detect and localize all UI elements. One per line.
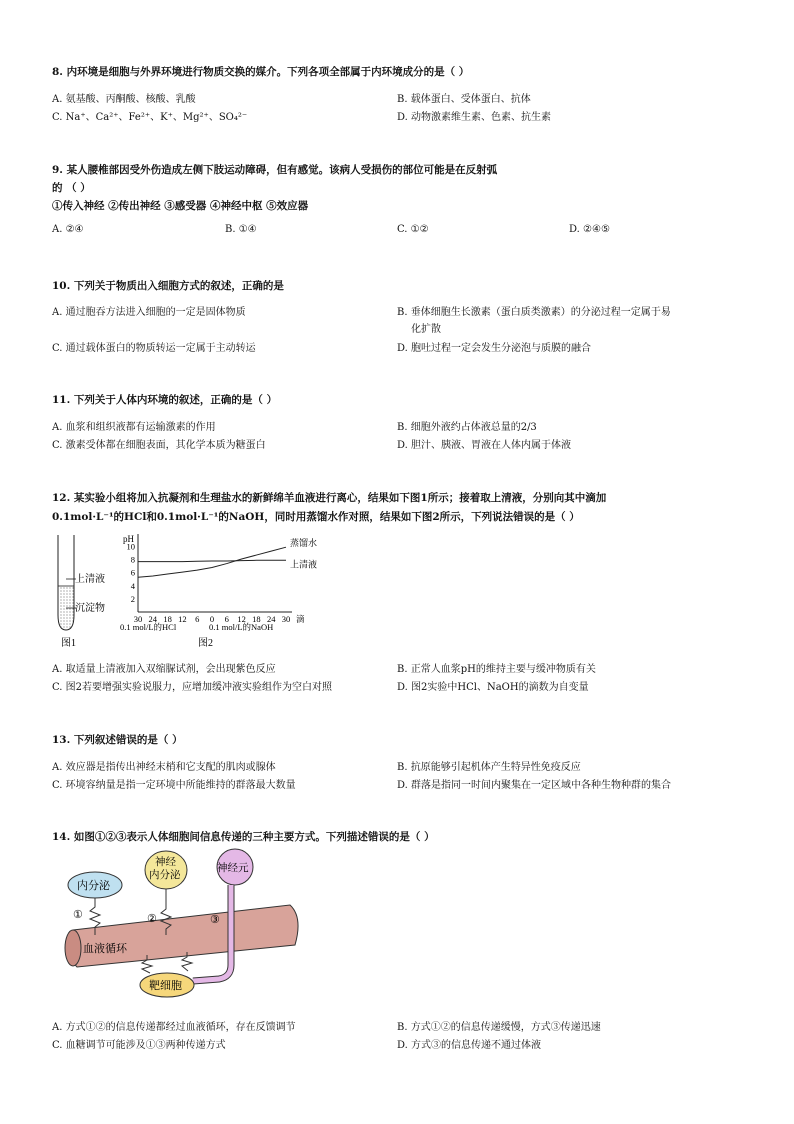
- q14-stem: 14. 如图①②③表示人体细胞间信息传递的三种主要方式。下列描述错误的是（ ）: [52, 831, 435, 843]
- series-line-1: [138, 547, 286, 577]
- q10-option-a: A. 通过胞吞方法进入细胞的一定是固体物质: [52, 307, 246, 318]
- y-axis-label: pH: [123, 534, 134, 544]
- label-route-1: ①: [73, 909, 83, 921]
- fig1-label-sediment: 沉淀物: [75, 603, 105, 614]
- series-label-1: 蒸馏水: [290, 538, 318, 549]
- x-tick-label: 12: [237, 614, 246, 624]
- q11-stem: 11. 下列关于人体内环境的叙述，正确的是（ ）: [52, 394, 278, 406]
- y-tick-label: 4: [130, 580, 135, 591]
- x-left-label: 0.1 mol/L的HCl: [120, 622, 177, 632]
- x-tick-label: 6: [195, 614, 200, 624]
- q13-option-c: C. 环境容纳量是指一定环境中所能维持的群落最大数量: [52, 780, 296, 791]
- q14-option-a: A. 方式①②的信息传递都经过血液循环，存在反馈调节: [52, 1022, 296, 1033]
- x-tick-label: 6: [224, 614, 229, 624]
- q14-option-c: C. 血糖调节可能涉及①③两种传递方式: [52, 1040, 226, 1051]
- q12-option-b: B. 正常人血浆pH的维持主要与缓冲物质有关: [397, 664, 596, 675]
- q8-option-d: D. 动物激素维生素、色素、抗生素: [397, 112, 552, 123]
- x-unit-label: 滴: [296, 614, 305, 624]
- label-endocrine: 内分泌: [77, 880, 110, 892]
- q9-option-b: B. ①④: [225, 224, 257, 235]
- q10-stem: 10. 下列关于物质出入细胞方式的叙述，正确的是: [52, 280, 284, 292]
- q8-option-a: A. 氨基酸、丙酮酸、核酸、乳酸: [52, 94, 196, 105]
- fig1-label-supernatant: 上清液: [75, 574, 105, 585]
- q11-option-c: C. 激素受体都在细胞表面，其化学本质为糖蛋白: [52, 440, 266, 451]
- q12-stem-line2: 0.1mol·L⁻¹的HCl和0.1mol·L⁻¹的NaOH，同时用蒸馏水作对照，结果如下图2所示，下列说法错误的是（ ）: [52, 511, 580, 523]
- q12-option-c: C. 图2若要增强实验说服力，应增加缓冲液实验组作为空白对照: [52, 682, 333, 693]
- q8-option-b: B. 载体蛋白、受体蛋白、抗体: [397, 94, 531, 105]
- q9-option-d: D. ②④⑤: [569, 224, 610, 235]
- y-tick-label: 2: [130, 593, 135, 604]
- figure-signal-transmission: [55, 845, 320, 1005]
- q11-option-b: B. 细胞外液约占体液总量的2/3: [397, 422, 537, 433]
- q9-option-c: C. ①②: [397, 224, 429, 235]
- label-neuro-endocrine: 内分泌: [149, 870, 181, 881]
- q10-option-d: D. 胞吐过程一定会发生分泌泡与质膜的融合: [397, 343, 592, 354]
- q11-option-a: A. 血浆和组织液都有运输激素的作用: [52, 422, 216, 433]
- series-label-2: 上清液: [290, 559, 318, 570]
- x-right-label: 0.1 mol/L的NaOH: [209, 622, 274, 632]
- q10-option-b-line2: 化扩散: [411, 324, 441, 335]
- q8-stem: 8. 内环境是细胞与外界环境进行物质交换的媒介。下列各项全部属于内环境成分的是（ ）: [52, 66, 470, 78]
- q12-option-d: D. 图2实验中HCl、NaOH的滴数为自变量: [397, 682, 589, 693]
- fig2-caption: 图2: [198, 638, 213, 649]
- q14-option-d: D. 方式③的信息传递不通过体液: [397, 1040, 542, 1051]
- sediment-layer: [59, 586, 74, 615]
- y-tick-label: 6: [130, 567, 135, 578]
- q10-option-c: C. 通过载体蛋白的物质转运一定属于主动转运: [52, 343, 256, 354]
- q10-option-b-line1: B. 垂体细胞生长激素（蛋白质类激素）的分泌过程一定属于易: [397, 307, 671, 318]
- x-tick-label: 0: [209, 614, 215, 624]
- q8-option-c: C. Na⁺、Ca²⁺、Fe²⁺、K⁺、Mg²⁺、SO₄²⁻: [52, 112, 248, 123]
- y-tick-label: 10: [126, 541, 135, 552]
- q9-stem-line2: 的 （ ）: [52, 182, 91, 194]
- x-tick-label: 24: [266, 614, 276, 624]
- y-tick-label: 8: [130, 554, 135, 565]
- blood-vessel: [69, 905, 298, 967]
- label-route-2: ②: [147, 913, 157, 925]
- q12-option-a: A. 取适量上清液加入双缩脲试剂，会出现紫色反应: [52, 664, 276, 675]
- label-blood-circulation: 血液循环: [83, 943, 127, 955]
- q13-stem: 13. 下列叙述错误的是（ ）: [52, 734, 183, 746]
- series-line-2: [138, 560, 286, 561]
- x-tick-label: 18: [163, 614, 172, 624]
- q13-option-d: D. 群落是指同一时间内聚集在一定区域中各种生物种群的集合: [397, 780, 672, 791]
- x-tick-label: 30: [281, 614, 291, 624]
- x-tick-label: 18: [252, 614, 261, 624]
- x-tick-label: 30: [133, 614, 143, 624]
- q12-stem-line1: 12. 某实验小组将加入抗凝剂和生理盐水的新鲜绵羊血液进行离心，结果如下图1所示；接着取上清液，分别向其中滴加: [52, 492, 607, 504]
- q11-option-d: D. 胆汁、胰液、胃液在人体内属于体液: [397, 440, 572, 451]
- figure1-test-tube: [48, 530, 118, 650]
- figure2-ph-chart: [118, 530, 318, 650]
- vessel-opening: [65, 930, 81, 966]
- label-neuro: 神经: [155, 857, 176, 868]
- x-tick-label: 12: [178, 614, 187, 624]
- label-target-cell: 靶细胞: [149, 980, 182, 992]
- q9-option-a: A. ②④: [52, 224, 84, 235]
- q14-option-b: B. 方式①②的信息传递缓慢，方式③传递迅速: [397, 1022, 601, 1033]
- q9-stem-line1: 9. 某人腰椎部因受外伤造成左侧下肢运动障碍，但有感觉。该病人受损伤的部位可能是在反射弧: [52, 164, 498, 176]
- fig1-caption: 图1: [61, 638, 76, 649]
- q9-items: ①传入神经 ②传出神经 ③感受器 ④神经中枢 ⑤效应器: [52, 200, 309, 212]
- q13-option-b: B. 抗原能够引起机体产生特异性免疫反应: [397, 762, 581, 773]
- label-route-3: ③: [210, 914, 220, 926]
- x-tick-label: 24: [148, 614, 158, 624]
- label-neuron: 神经元: [217, 863, 249, 874]
- q13-option-a: A. 效应器是指传出神经末梢和它支配的肌肉或腺体: [52, 762, 276, 773]
